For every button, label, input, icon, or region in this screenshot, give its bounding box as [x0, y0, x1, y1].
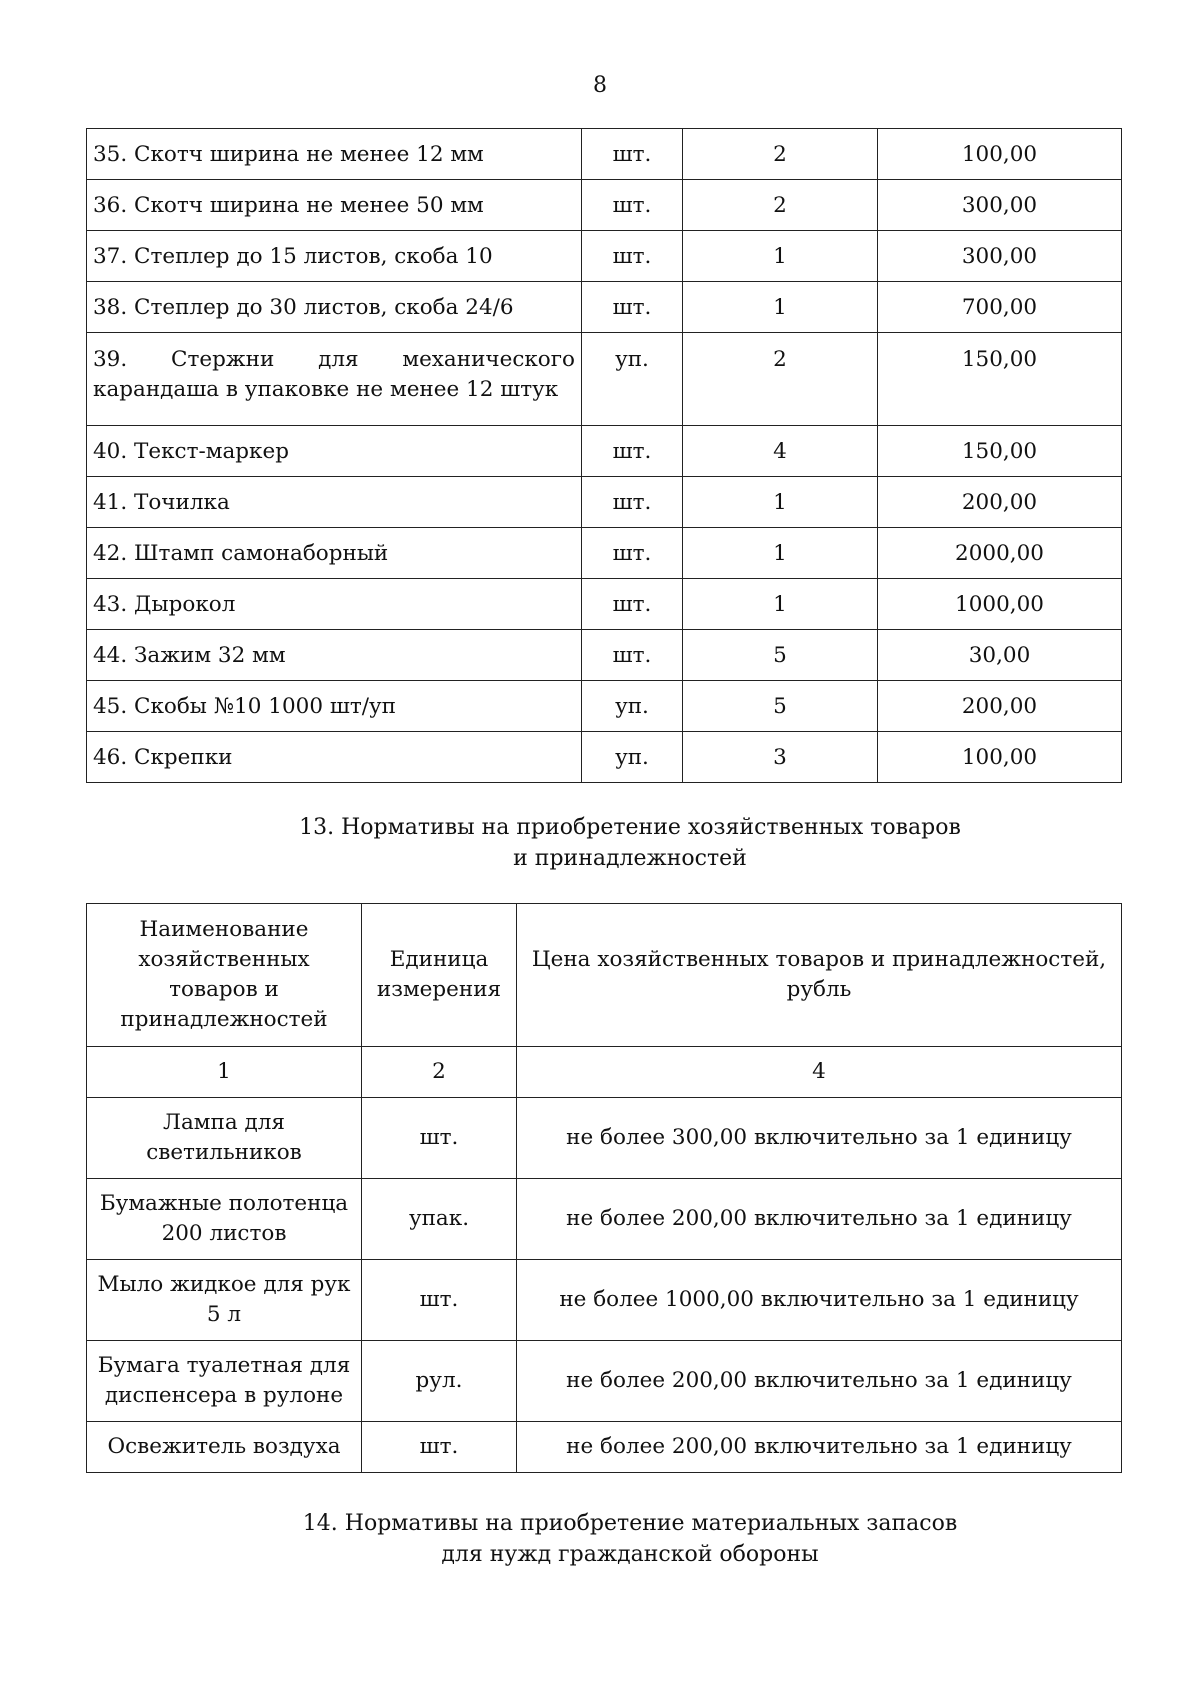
- item-name-word: для: [318, 347, 359, 372]
- item-name-line: 200 листов: [161, 1221, 287, 1246]
- header-line: измерения: [376, 977, 502, 1002]
- item-name: 45. Скобы №10 1000 шт/уп: [87, 681, 582, 732]
- item-price: 100,00: [878, 732, 1122, 783]
- item-quantity: 5: [683, 681, 878, 732]
- item-unit: уп.: [582, 333, 683, 426]
- item-quantity: 2: [683, 333, 878, 426]
- table-row: [87, 732, 1122, 783]
- table-row: [87, 333, 1122, 426]
- section-14-title: [0, 1508, 1200, 1570]
- column-number-row: [87, 1047, 1122, 1098]
- item-price: не более 200,00 включительно за 1 единицу: [517, 1422, 1122, 1473]
- item-quantity: 1: [683, 579, 878, 630]
- item-unit: шт.: [582, 477, 683, 528]
- table-header-row: [87, 904, 1122, 1047]
- item-name: [87, 1179, 362, 1260]
- table-row: [87, 426, 1122, 477]
- item-price: 1000,00: [878, 579, 1122, 630]
- item-name: 43. Дырокол: [87, 579, 582, 630]
- item-unit: уп.: [582, 732, 683, 783]
- household-goods-table: [86, 903, 1122, 1473]
- table-row: [87, 282, 1122, 333]
- item-name-line: Мыло жидкое для рук: [97, 1272, 351, 1297]
- item-name: 44. Зажим 32 мм: [87, 630, 582, 681]
- item-name-line: Освежитель воздуха: [107, 1434, 341, 1459]
- item-name: 37. Степлер до 15 листов, скоба 10: [87, 231, 582, 282]
- item-unit: шт.: [582, 180, 683, 231]
- item-name-word: Стержни: [171, 347, 275, 372]
- item-name-line-2: карандаша в упаковке не менее 12 штук: [93, 377, 559, 402]
- item-price: 30,00: [878, 630, 1122, 681]
- table-row: [87, 1260, 1122, 1341]
- item-quantity: 1: [683, 477, 878, 528]
- item-unit: шт.: [582, 579, 683, 630]
- item-unit: рул.: [362, 1341, 517, 1422]
- item-name-line: Бумажные полотенца: [99, 1191, 349, 1216]
- header-line: рубль: [786, 977, 852, 1002]
- item-name-line: диспенсера в рулоне: [104, 1383, 344, 1408]
- item-price: не более 300,00 включительно за 1 единицу: [517, 1098, 1122, 1179]
- office-supplies-table: [86, 128, 1122, 783]
- item-quantity: 1: [683, 231, 878, 282]
- item-name: [87, 333, 582, 426]
- item-unit: шт.: [582, 231, 683, 282]
- item-quantity: 3: [683, 732, 878, 783]
- item-name: 38. Степлер до 30 листов, скоба 24/6: [87, 282, 582, 333]
- item-quantity: 2: [683, 129, 878, 180]
- table-row: [87, 1341, 1122, 1422]
- item-unit: уп.: [582, 681, 683, 732]
- item-quantity: 2: [683, 180, 878, 231]
- item-name-line: Лампа для: [163, 1110, 285, 1135]
- item-price: не более 1000,00 включительно за 1 единицу: [517, 1260, 1122, 1341]
- item-price: не более 200,00 включительно за 1 единицу: [517, 1341, 1122, 1422]
- section-13-title: [0, 812, 1200, 874]
- item-name: 36. Скотч ширина не менее 50 мм: [87, 180, 582, 231]
- section-title-line: для нужд гражданской обороны: [441, 1542, 819, 1567]
- item-name: [87, 1341, 362, 1422]
- item-unit: шт.: [582, 282, 683, 333]
- header-line: товаров и: [169, 977, 279, 1002]
- header-line: Наименование: [139, 917, 309, 942]
- item-name: 42. Штамп самонаборный: [87, 528, 582, 579]
- item-name-line: 5 л: [206, 1302, 242, 1327]
- header-line: принадлежностей: [120, 1007, 328, 1032]
- section-title-line: 14. Нормативы на приобретение материальных запасов: [302, 1511, 958, 1536]
- item-name: 41. Точилка: [87, 477, 582, 528]
- table-row: [87, 579, 1122, 630]
- item-name: [87, 1098, 362, 1179]
- header-cell-price: [517, 904, 1122, 1047]
- item-quantity: 1: [683, 282, 878, 333]
- table-row: [87, 129, 1122, 180]
- item-price: 100,00: [878, 129, 1122, 180]
- item-unit: шт.: [362, 1098, 517, 1179]
- section-title-line: 13. Нормативы на приобретение хозяйственных товаров: [299, 815, 961, 840]
- table-row: [87, 1422, 1122, 1473]
- table-row: [87, 180, 1122, 231]
- item-price: 2000,00: [878, 528, 1122, 579]
- item-name: [87, 1422, 362, 1473]
- column-number: 2: [362, 1047, 517, 1098]
- item-name-word: 39.: [93, 347, 128, 372]
- item-unit: шт.: [582, 630, 683, 681]
- item-unit: шт.: [582, 528, 683, 579]
- item-unit: шт.: [582, 426, 683, 477]
- page-number: 8: [593, 73, 607, 98]
- item-price: 200,00: [878, 477, 1122, 528]
- item-unit: шт.: [362, 1260, 517, 1341]
- item-quantity: 4: [683, 426, 878, 477]
- item-name: 46. Скрепки: [87, 732, 582, 783]
- header-cell-name: [87, 904, 362, 1047]
- item-price: не более 200,00 включительно за 1 единицу: [517, 1179, 1122, 1260]
- item-name: 35. Скотч ширина не менее 12 мм: [87, 129, 582, 180]
- item-quantity: 5: [683, 630, 878, 681]
- table-row: [87, 681, 1122, 732]
- item-name-line: Бумага туалетная для: [97, 1353, 351, 1378]
- item-price: 300,00: [878, 231, 1122, 282]
- table-row: [87, 528, 1122, 579]
- header-line: хозяйственных: [138, 947, 310, 972]
- table-row: [87, 477, 1122, 528]
- item-price: 150,00: [878, 426, 1122, 477]
- item-name: 40. Текст-маркер: [87, 426, 582, 477]
- table-row: [87, 231, 1122, 282]
- column-number: 1: [87, 1047, 362, 1098]
- item-price: 700,00: [878, 282, 1122, 333]
- table-row: [87, 630, 1122, 681]
- item-unit: шт.: [582, 129, 683, 180]
- item-name-line-1: [93, 345, 575, 375]
- item-quantity: 1: [683, 528, 878, 579]
- item-price: 300,00: [878, 180, 1122, 231]
- item-unit: упак.: [362, 1179, 517, 1260]
- section-title-line: и принадлежностей: [513, 846, 747, 871]
- item-name: [87, 1260, 362, 1341]
- item-name-word: механического: [402, 347, 575, 372]
- item-price: 150,00: [878, 333, 1122, 426]
- table-row: [87, 1179, 1122, 1260]
- table-row: [87, 1098, 1122, 1179]
- item-name-line: светильников: [146, 1140, 302, 1165]
- item-unit: шт.: [362, 1422, 517, 1473]
- item-price: 200,00: [878, 681, 1122, 732]
- header-line: Цена хозяйственных товаров и принадлежностей,: [531, 947, 1107, 972]
- header-cell-unit: [362, 904, 517, 1047]
- column-number: 4: [517, 1047, 1122, 1098]
- header-line: Единица: [389, 947, 489, 972]
